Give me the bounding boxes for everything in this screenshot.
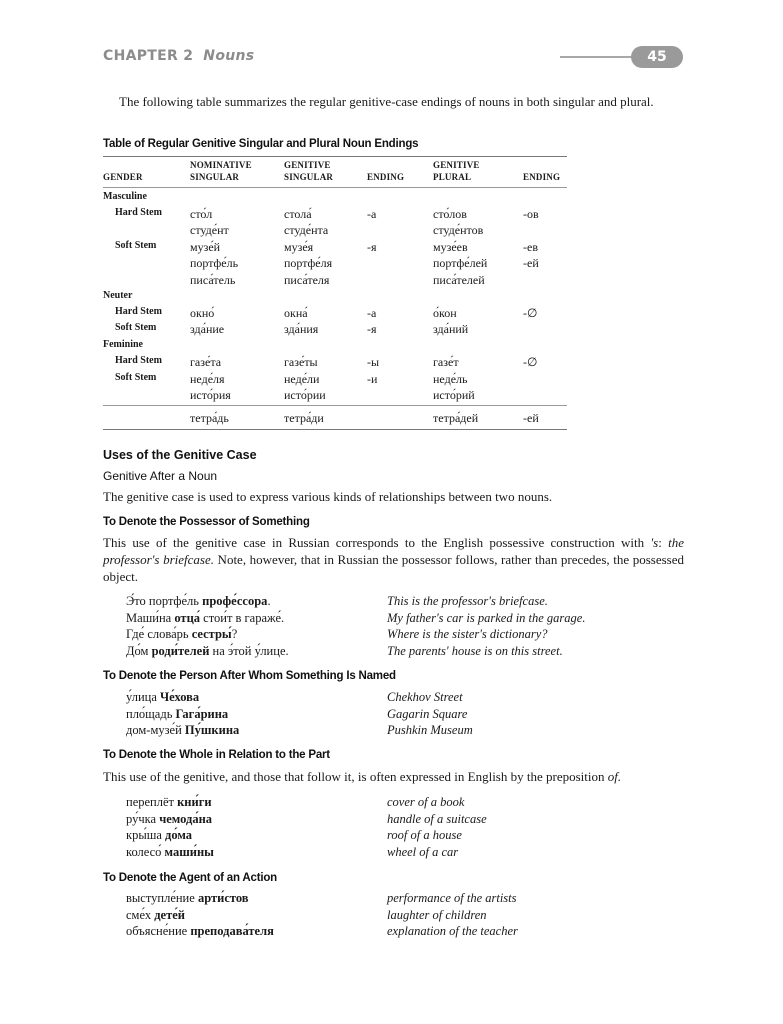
row-stem-label: Hard Stem (115, 355, 162, 366)
table-cell-nom: окно́ (190, 306, 215, 320)
row-stem-label: Hard Stem (115, 207, 162, 218)
table-cell-end1: -я (367, 322, 377, 336)
table-cell-nom: портфе́ль (190, 256, 239, 270)
table-cell-gen-sg: неде́ли (284, 372, 320, 386)
example-genitive-word: кни́ги (177, 795, 212, 809)
chapter-subject: Nouns (203, 48, 255, 64)
table-cell-nom: газе́та (190, 355, 222, 369)
header-nominative-singular (190, 159, 252, 183)
header-ending-plural: ENDING (523, 172, 561, 182)
table-cell-gen-sg: зда́ния (284, 322, 319, 336)
example-russian (126, 610, 284, 627)
example-genitive-word: роди́телей (151, 643, 210, 658)
example-russian (126, 890, 249, 907)
example-genitive-word: чемода́на (159, 811, 213, 826)
whole-text: This use of the genitive, and those that follow it, is often expressed in English by the preposition (103, 769, 608, 784)
table-divider-rule (103, 405, 567, 406)
example-russian-tail: ? (231, 627, 238, 641)
paragraph-possessor (103, 534, 684, 585)
heading-whole: To Denote the Whole in Relation to the Part (103, 749, 330, 761)
table-cell-gen-pl: студе́нтов (433, 223, 484, 237)
table-cell-gen-pl: музе́ев (433, 240, 468, 254)
table-cell-gen-sg: стола́ (284, 207, 312, 221)
table-cell-nom: студе́нт (190, 223, 229, 237)
table-cell-gen-pl: неде́ль (433, 372, 468, 386)
example-genitive-word: до́ма (165, 828, 193, 842)
table-cell-gen-pl: писа́телей (433, 273, 485, 287)
header-genitive-singular (284, 159, 333, 183)
example-russian-text: выступле́ние (126, 891, 198, 905)
example-genitive-word: Гага́рина (175, 706, 229, 721)
example-genitive-word: Пу́шкина (184, 723, 240, 737)
table-cell-gen-sg: окна́ (284, 306, 308, 320)
table-cell-end2: -ов (523, 207, 539, 221)
possessor-text-example: the professor's briefcase. (103, 535, 684, 567)
example-russian-text: Маши́на (126, 610, 175, 625)
table-cell-gen-pl: зда́ний (433, 322, 469, 336)
table-cell-nom: музе́й (190, 240, 221, 254)
table-cell-nom: зда́ние (190, 322, 225, 336)
table-bottom-rule (103, 429, 567, 430)
row-stem-label: Soft Stem (115, 372, 157, 383)
table-cell-nom: исто́рия (190, 388, 231, 402)
table-cell-gen-sg: музе́я (284, 240, 314, 254)
example-english: cover of a book (387, 795, 465, 809)
example-genitive-word: маши́ны (164, 844, 214, 859)
group-masculine: Masculine (103, 191, 147, 202)
table-cell-gen-sg: газе́ты (284, 355, 318, 369)
chapter-header (103, 48, 254, 64)
example-genitive-word: профе́ссора (202, 594, 268, 608)
example-genitive-word: сестры́ (191, 627, 232, 641)
example-russian-text: переплёт (126, 795, 178, 809)
example-genitive-word: арти́стов (197, 891, 249, 905)
row-stem-label: Hard Stem (115, 306, 162, 317)
example-russian (126, 844, 214, 861)
example-russian (126, 923, 274, 940)
paragraph-after-noun: The genitive case is used to express various kinds of relationships between two nouns. (103, 489, 553, 504)
header-gender: GENDER (103, 172, 143, 182)
example-genitive-word: отца́ (174, 610, 201, 625)
example-russian (126, 827, 192, 844)
table-cell-end1: -а (367, 207, 377, 221)
example-english: performance of the artists (387, 891, 517, 905)
intro-paragraph: The following table summarizes the regular genitive-case endings of nouns in both singular and plural. (119, 94, 654, 109)
table-cell-nom: тетра́дь (190, 411, 229, 425)
example-russian-text: кры́ша (126, 828, 166, 842)
table-cell-gen-sg: портфе́ля (284, 256, 333, 270)
table-top-rule (103, 156, 567, 157)
table-cell-end2: -ев (523, 240, 538, 254)
table-cell-end1: -я (367, 240, 377, 254)
example-russian-text: колесо́ (126, 844, 165, 859)
group-feminine: Feminine (103, 339, 143, 350)
table-cell-end2: -∅ (523, 355, 538, 369)
heading-possessor: To Denote the Possessor of Something (103, 516, 310, 528)
paragraph-whole (103, 768, 684, 785)
example-russian-text: Где́ слова́рь (126, 627, 192, 641)
example-russian-tail: стои́т в гараже́. (200, 610, 285, 625)
whole-text-of: of. (607, 769, 622, 784)
example-english: This is the professor's briefcase. (387, 594, 548, 608)
example-russian (126, 593, 271, 610)
example-genitive-word: дете́й (154, 907, 185, 922)
example-english: Where is the sister's dictionary? (387, 627, 548, 641)
example-russian-text: сме́х (126, 907, 155, 922)
table-cell-gen-sg: исто́рии (284, 388, 326, 402)
table-cell-gen-pl: газе́т (433, 355, 459, 369)
example-russian (126, 643, 289, 660)
header-genitive-plural (433, 159, 480, 183)
table-cell-end2: -∅ (523, 306, 538, 320)
header-nominative-line1: NOMINATIVE (190, 160, 252, 170)
possessor-text-d: Note, however, that in Russian the possessor follows, rather than precedes, the possessed object. (103, 552, 684, 584)
group-neuter: Neuter (103, 290, 133, 301)
table-header-rule (103, 187, 567, 188)
table-cell-gen-sg: писа́теля (284, 273, 330, 287)
example-english: Pushkin Museum (387, 723, 473, 737)
example-russian (126, 722, 239, 739)
example-russian (126, 626, 237, 643)
example-genitive-word: Че́хова (160, 690, 200, 704)
chapter-label: CHAPTER 2 (103, 48, 194, 64)
possessor-text-s: 's (650, 535, 659, 550)
example-english: laughter of children (387, 907, 487, 922)
table-cell-nom: неде́ля (190, 372, 225, 386)
example-russian-text: у́лица (126, 690, 160, 704)
example-russian-text: Э́то портфе́ль (126, 594, 203, 608)
example-english: The parents' house is on this street. (387, 643, 563, 658)
table-cell-end1: -и (367, 372, 378, 386)
table-cell-end2: -ей (523, 411, 539, 425)
example-russian-text: дом-музе́й (126, 723, 185, 737)
example-english: Chekhov Street (387, 690, 463, 704)
table-cell-gen-pl: исто́рий (433, 388, 475, 402)
header-gen-sg-line1: GENITIVE (284, 160, 331, 170)
header-gen-sg-line2: SINGULAR (284, 172, 334, 182)
header-nominative-line2: SINGULAR (190, 172, 240, 182)
example-english: Gagarin Square (387, 706, 468, 721)
header-gen-pl-line2: PLURAL (433, 172, 472, 182)
table-cell-gen-pl: тетра́дей (433, 411, 479, 425)
example-russian-tail: . (267, 594, 271, 608)
page-number-badge: 45 (631, 46, 683, 68)
example-russian-text: ру́чка (126, 811, 160, 826)
example-russian (126, 907, 185, 924)
table-cell-end1: -а (367, 306, 377, 320)
example-english: handle of a suitcase (387, 811, 487, 826)
table-cell-gen-pl: портфе́лей (433, 256, 488, 270)
header-ending-singular: ENDING (367, 172, 405, 182)
table-cell-gen-pl: о́кон (433, 306, 457, 320)
subheading-after-noun: Genitive After a Noun (103, 469, 218, 483)
possessor-text-a: This use of the genitive case in Russian corresponds to the English possessive construction with (103, 535, 651, 550)
example-genitive-word: преподава́теля (190, 924, 274, 938)
example-russian-text: пло́щадь (126, 706, 176, 721)
example-english: roof of a house (387, 828, 462, 842)
header-gen-pl-line1: GENITIVE (433, 160, 480, 170)
example-russian-text: объясне́ние (126, 924, 191, 938)
example-russian-tail: на э́той у́лице. (209, 643, 289, 658)
example-english: wheel of a car (387, 844, 459, 859)
header-rule (560, 56, 640, 58)
table-cell-end2: -ей (523, 256, 539, 270)
table-cell-nom: писа́тель (190, 273, 236, 287)
table-cell-gen-sg: студе́нта (284, 223, 329, 237)
table-title: Table of Regular Genitive Singular and Plural Noun Endings (103, 138, 419, 150)
example-russian (126, 689, 199, 706)
heading-agent: To Denote the Agent of an Action (103, 872, 277, 884)
row-stem-label: Soft Stem (115, 240, 157, 251)
example-english: explanation of the teacher (387, 924, 518, 938)
possessor-text-b: : (658, 535, 669, 550)
example-english: My father's car is parked in the garage. (387, 610, 586, 625)
table-cell-nom: сто́л (190, 207, 213, 221)
table-cell-gen-pl: сто́лов (433, 207, 467, 221)
example-russian-text: До́м (126, 643, 152, 658)
row-stem-label: Soft Stem (115, 322, 157, 333)
table-cell-end1: -ы (367, 355, 380, 369)
example-russian (126, 706, 228, 723)
table-cell-gen-sg: тетра́ди (284, 411, 324, 425)
example-russian (126, 811, 212, 828)
example-russian (126, 794, 212, 811)
section-heading-uses: Uses of the Genitive Case (103, 448, 257, 462)
heading-named: To Denote the Person After Whom Something Is Named (103, 670, 396, 682)
